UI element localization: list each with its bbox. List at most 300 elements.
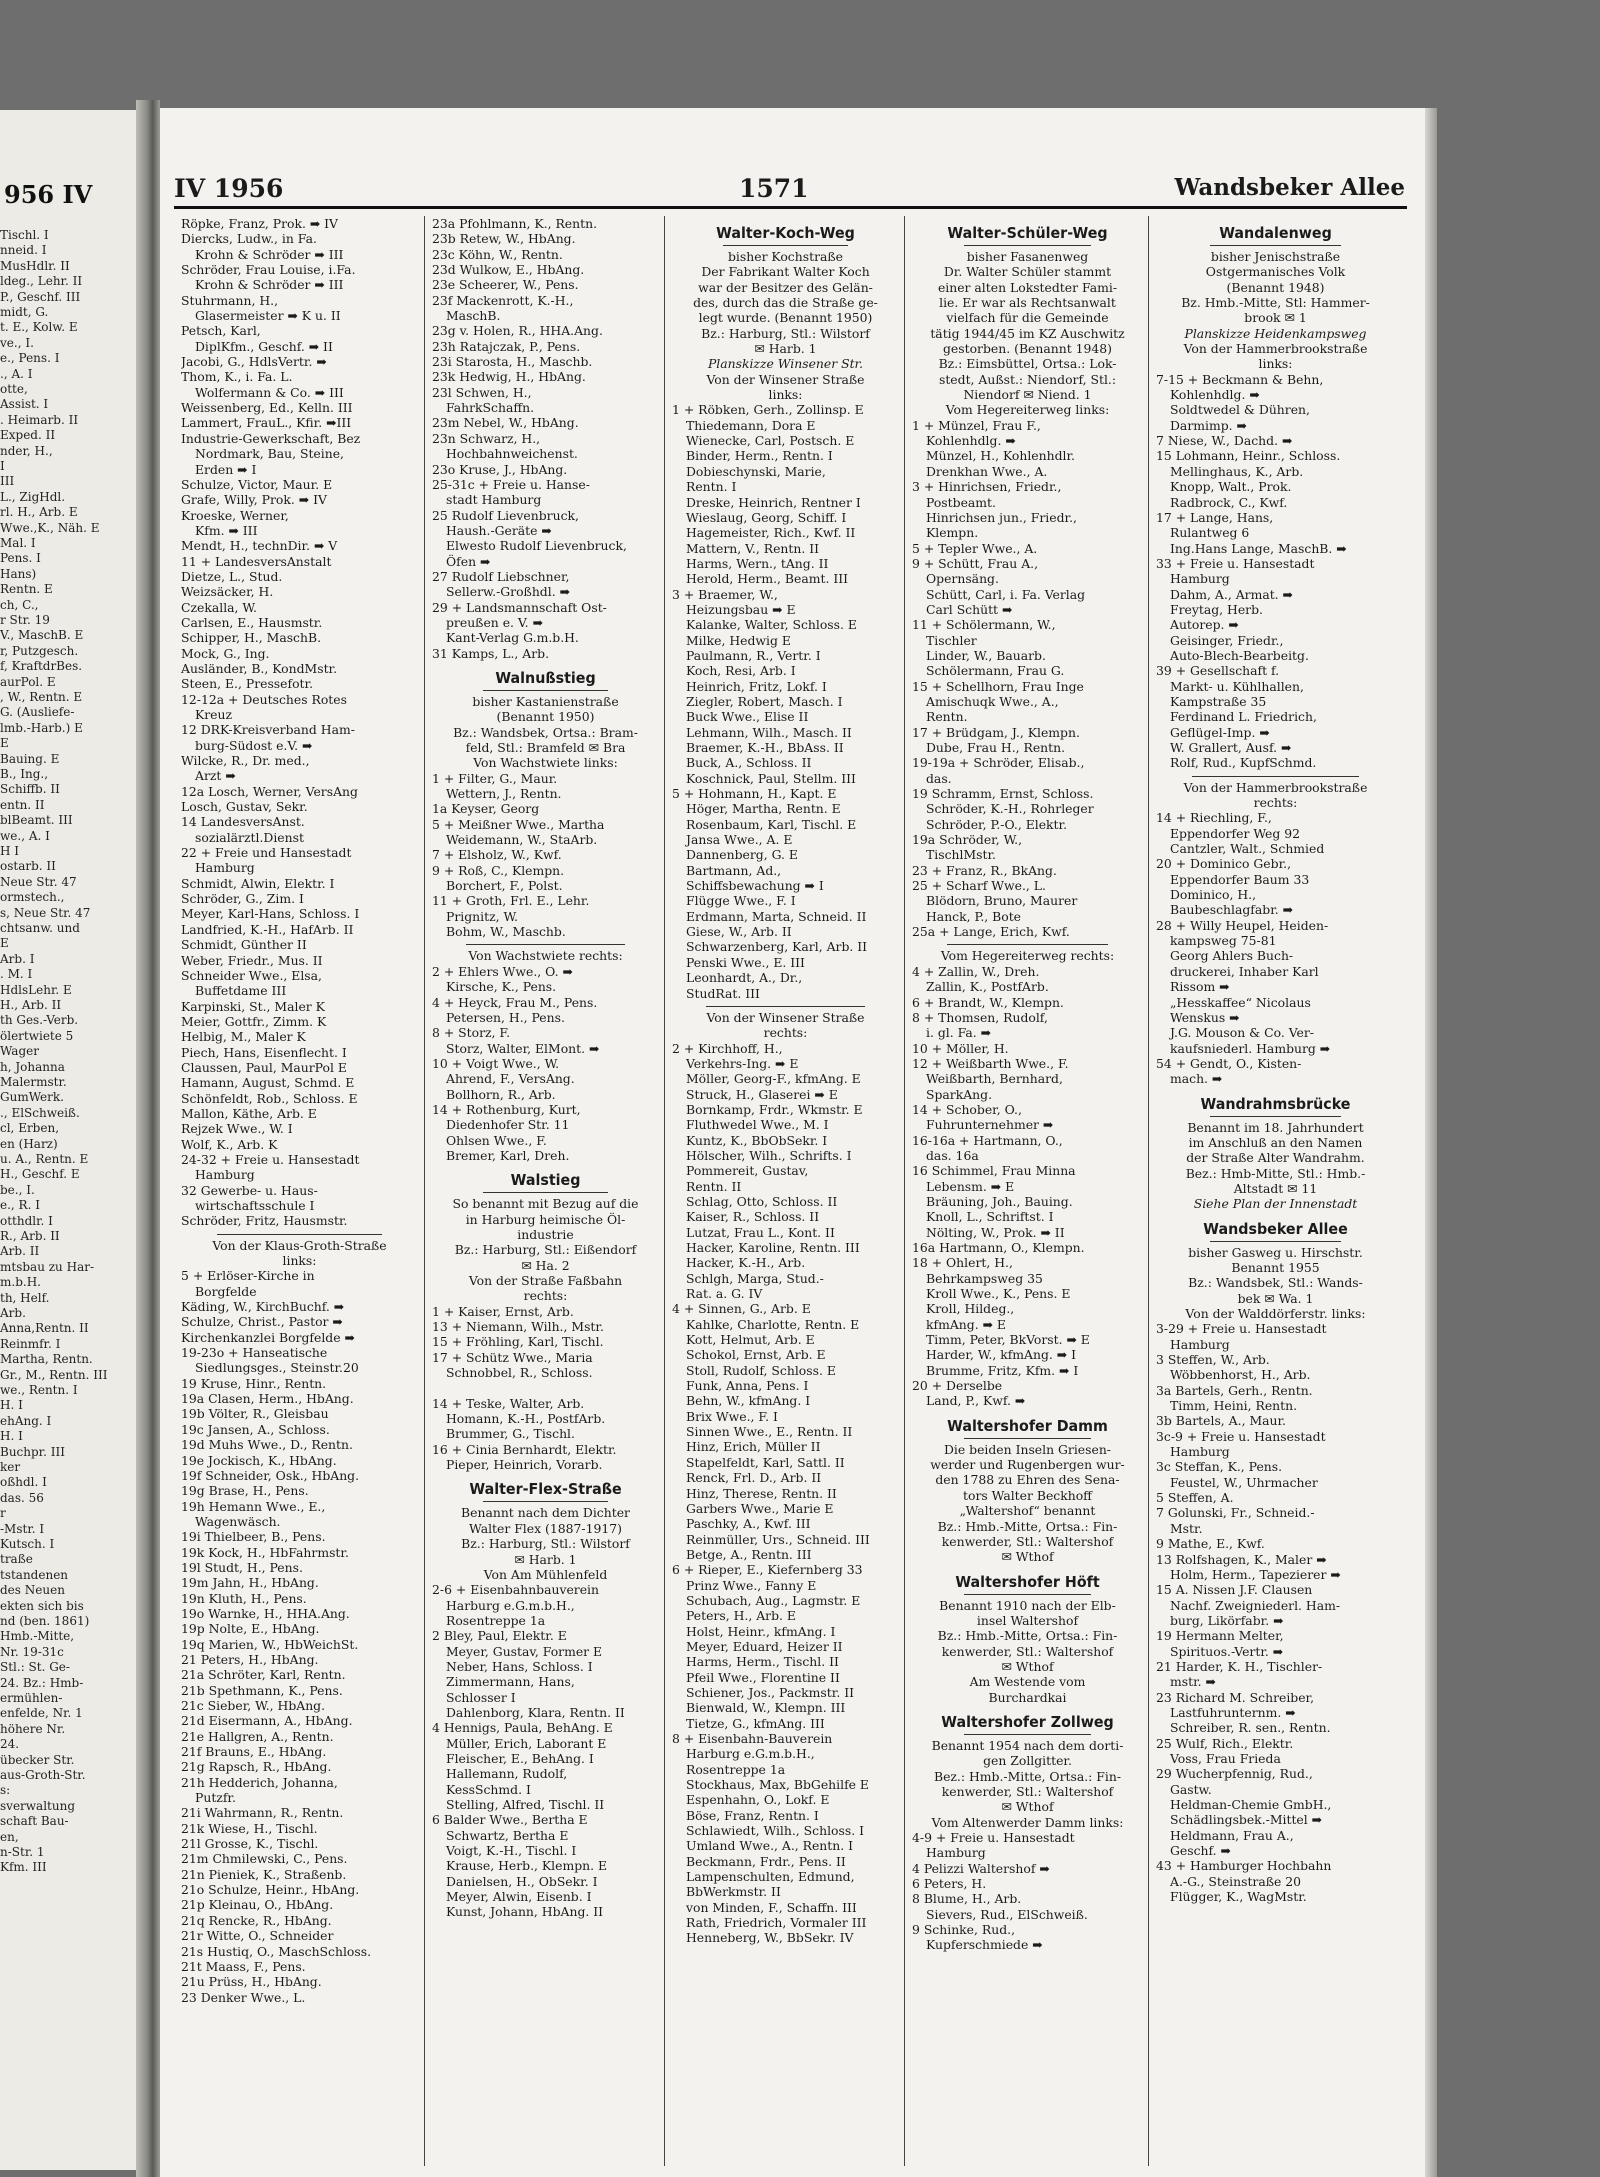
street-info-line: insel Waltershof bbox=[976, 1612, 1079, 1628]
resident-entry: 5 + Meißner Wwe., Martha bbox=[432, 816, 605, 832]
resident-entry: Wienecke, Carl, Postsch. E bbox=[686, 433, 855, 449]
resident-entry: Kroll, Hildeg., bbox=[926, 1301, 1015, 1317]
resident-entry: von Minden, F., Schaffn. III bbox=[686, 1899, 857, 1915]
street-info-line: Bez.: Hmb-Mitte, Stl.: Hmb.- bbox=[1185, 1165, 1366, 1181]
resident-entry: 1a Keyser, Georg bbox=[432, 801, 540, 817]
resident-entry: Garbers Wwe., Marie E bbox=[686, 1500, 834, 1516]
resident-entry: Schröder, G., Zim. I bbox=[181, 891, 304, 907]
resident-entry: 15 + Schellhorn, Frau Inge bbox=[912, 678, 1084, 694]
left-page-line: e., Pens. I bbox=[0, 351, 60, 366]
resident-entry: 19o Warnke, H., HHA.Ang. bbox=[181, 1605, 350, 1621]
resident-entry: DiplKfm., Geschf. ➡ II bbox=[195, 338, 333, 354]
resident-entry: Hochbahnweichenst. bbox=[446, 446, 578, 462]
street-info-line: im Anschluß an den Namen bbox=[1188, 1134, 1363, 1150]
resident-entry: Brix Wwe., F. I bbox=[686, 1408, 778, 1424]
resident-entry: Geflügel-Imp. ➡ bbox=[1170, 724, 1270, 740]
resident-entry: Borchert, F., Polst. bbox=[446, 878, 563, 894]
left-page-line: . Heimarb. II bbox=[0, 412, 79, 427]
street-info-line: bisher Fasanenweg bbox=[966, 249, 1089, 264]
left-page-line: ch, C., bbox=[0, 597, 39, 612]
left-page-line: th Ges.-Verb. bbox=[0, 1013, 79, 1028]
resident-entry: Schönfeldt, Rob., Schloss. E bbox=[181, 1090, 358, 1106]
resident-entry: 21g Rapsch, R., HbAng. bbox=[181, 1759, 332, 1775]
left-page-line: en (Harz) bbox=[0, 1136, 58, 1151]
resident-entry: Kampstraße 35 bbox=[1170, 693, 1267, 709]
section-divider bbox=[217, 1234, 383, 1235]
resident-entry: Mallon, Käthe, Arb. E bbox=[181, 1105, 317, 1121]
resident-entry: 21r Witte, O., Schneider bbox=[181, 1928, 334, 1944]
resident-entry: Voss, Frau Frieda bbox=[1170, 1750, 1281, 1766]
resident-entry: 1 + Kaiser, Ernst, Arb. bbox=[432, 1303, 574, 1319]
resident-entry: Weidemann, W., StaArb. bbox=[446, 832, 598, 848]
column-5 bbox=[1148, 216, 1401, 2166]
resident-entry: Dannenberg, G. E bbox=[686, 847, 798, 863]
resident-entry: 27 Rudolf Liebschner, bbox=[432, 568, 570, 584]
resident-entry: Schröder, Fritz, Hausmstr. bbox=[181, 1213, 348, 1229]
resident-entry: Lampenschulten, Edmund, bbox=[686, 1869, 855, 1885]
resident-entry: Knopp, Walt., Prok. bbox=[1170, 479, 1292, 495]
resident-entry: Prignitz, W. bbox=[446, 908, 518, 924]
resident-entry: Münzel, H., Kohlenhdlr. bbox=[926, 448, 1075, 464]
street-info-line: Bz.: Wandsbek, Stl.: Wands- bbox=[1188, 1275, 1363, 1291]
left-page-line: HdlsLehr. E bbox=[0, 982, 72, 997]
left-page-line: ldeg., Lehr. II bbox=[0, 274, 83, 289]
street-info-line: bisher Gasweg u. Hirschstr. bbox=[1188, 1244, 1363, 1260]
resident-entry: Jansa Wwe., A. E bbox=[686, 832, 793, 848]
left-page-line: nd (ben. 1861) bbox=[0, 1614, 90, 1628]
resident-entry: Pommereit, Gustav, bbox=[686, 1163, 809, 1179]
resident-entry: 2 Bley, Paul, Elektr. E bbox=[432, 1628, 567, 1644]
resident-entry: Zallin, K., PostfArb. bbox=[926, 979, 1049, 995]
street-heading: Walter-Koch-Weg bbox=[716, 224, 855, 242]
resident-entry: 3 Steffen, W., Arb. bbox=[1156, 1352, 1270, 1368]
street-info-line: lie. Er war als Rechtsanwalt bbox=[939, 295, 1116, 311]
left-page-line: Mal. I bbox=[0, 536, 36, 550]
resident-entry: 18 + Ohlert, H., bbox=[912, 1255, 1013, 1271]
resident-entry: 32 Gewerbe- u. Haus- bbox=[181, 1182, 318, 1198]
resident-entry: 19f Schneider, Osk., HbAng. bbox=[181, 1467, 360, 1483]
resident-entry: 23m Nebel, W., HbAng. bbox=[432, 415, 579, 431]
resident-entry: wirtschaftsschule I bbox=[195, 1198, 315, 1213]
street-info-line: Benannt nach dem Dichter bbox=[461, 1505, 630, 1521]
resident-entry: StudRat. III bbox=[686, 985, 760, 1001]
resident-entry: Feustel, W., Uhrmacher bbox=[1170, 1474, 1318, 1490]
left-page-line: GumWerk. bbox=[0, 1090, 64, 1105]
street-info-line: Bz.: Eimsbüttel, Ortsa.: Lok- bbox=[938, 356, 1117, 372]
street-info-line: Von Wachstwiete links: bbox=[473, 755, 618, 771]
resident-entry: Käding, W., KirchBuchf. ➡ bbox=[181, 1299, 345, 1315]
left-page-line: . M. I bbox=[0, 967, 33, 982]
resident-entry: 6 Peters, H. bbox=[912, 1876, 987, 1892]
resident-entry: burg-Südost e.V. ➡ bbox=[195, 737, 313, 753]
resident-entry: 3-29 + Freie u. Hansestadt bbox=[1156, 1321, 1327, 1337]
street-heading: Waltershofer Höft bbox=[955, 1572, 1100, 1591]
resident-entry: Krohn & Schröder ➡ III bbox=[195, 246, 344, 262]
resident-entry: 21h Hedderich, Johanna, bbox=[181, 1774, 338, 1790]
resident-entry: 23f Mackenrott, K.-H., bbox=[432, 292, 574, 308]
street-info-line: Benannt 1954 nach dem dorti- bbox=[931, 1737, 1124, 1753]
resident-entry: 7 Niese, W., Dachd. ➡ bbox=[1156, 433, 1293, 449]
resident-entry: Schröder, K.-H., Rohrleger bbox=[926, 801, 1094, 817]
street-info-line: rechts: bbox=[763, 1025, 808, 1041]
street-info-line: Von der Winsener Straße bbox=[706, 371, 865, 387]
left-page-line: ormstech., bbox=[0, 890, 65, 905]
resident-entry: 21u Prüss, H., HbAng. bbox=[181, 1974, 322, 1990]
left-page-line: Stl.: St. Ge- bbox=[0, 1660, 70, 1675]
resident-entry: Bornkamp, Frdr., Wkmstr. E bbox=[686, 1101, 863, 1117]
left-page-line: H., Geschf. E bbox=[0, 1167, 80, 1182]
resident-entry: Geschf. ➡ bbox=[1170, 1843, 1231, 1859]
left-page-line: Tischl. I bbox=[0, 228, 49, 242]
left-page-line: Arb. I bbox=[0, 951, 35, 966]
left-page-line: 24. bbox=[0, 1737, 20, 1752]
resident-entry: i. gl. Fa. ➡ bbox=[926, 1025, 992, 1041]
left-page-line: otte, bbox=[0, 382, 28, 396]
resident-entry: 23 Denker Wwe., L. bbox=[181, 1989, 306, 2005]
left-page-line: blBeamt. III bbox=[0, 813, 73, 828]
resident-entry: Kalanke, Walter, Schloss. E bbox=[686, 617, 857, 633]
resident-entry: Schulze, Christ., Pastor ➡ bbox=[181, 1314, 343, 1330]
resident-entry: 11 + LandesversAnstalt bbox=[181, 553, 332, 569]
street-heading: Wandalenweg bbox=[1219, 224, 1332, 242]
resident-entry: 3b Bartels, A., Maur. bbox=[1156, 1413, 1286, 1429]
resident-entry: FahrkSchaffn. bbox=[446, 400, 535, 416]
street-info-line: legt wurde. (Benannt 1950) bbox=[698, 310, 873, 326]
resident-entry: Buck Wwe., Elise II bbox=[686, 709, 809, 725]
resident-entry: Bremer, Karl, Dreh. bbox=[446, 1147, 570, 1163]
resident-entry: Petsch, Karl, bbox=[181, 323, 261, 339]
street-info-line: tors Walter Beckhoff bbox=[963, 1487, 1092, 1503]
header-street-name: Wandsbeker Allee bbox=[1174, 174, 1405, 201]
resident-entry: Industrie-Gewerkschaft, Bez bbox=[181, 430, 361, 446]
resident-entry: 1 + Filter, G., Maur. bbox=[432, 770, 558, 786]
section-divider bbox=[1192, 776, 1359, 777]
resident-entry: Mellinghaus, K., Arb. bbox=[1170, 463, 1304, 479]
resident-entry: 13 Rolfshagen, K., Maler ➡ bbox=[1156, 1551, 1327, 1567]
left-page-line: H. I bbox=[0, 1398, 23, 1413]
resident-entry: 21s Hustiq, O., MaschSchloss. bbox=[181, 1943, 372, 1959]
resident-entry: 13 + Niemann, Wilh., Mstr. bbox=[432, 1319, 604, 1335]
street-info-line: links: bbox=[1258, 356, 1293, 372]
left-page-line: be., I. bbox=[0, 1182, 35, 1197]
resident-entry: Kuntz, K., BbObSekr. I bbox=[686, 1132, 828, 1148]
resident-entry: 14 + Riechling, F., bbox=[1156, 810, 1272, 826]
resident-entry: Hallemann, Rudolf, bbox=[446, 1766, 568, 1782]
left-page-line: ker bbox=[0, 1460, 21, 1474]
resident-entry: Eppendorfer Baum 33 bbox=[1170, 871, 1310, 887]
resident-entry: 19k Kock, H., HbFahrmstr. bbox=[181, 1544, 349, 1560]
left-page-line: f, KraftdrBes. bbox=[0, 659, 83, 674]
resident-entry: 19a Schröder, W., bbox=[912, 832, 1023, 848]
resident-entry: Wenskus ➡ bbox=[1170, 1009, 1240, 1025]
resident-entry: Öfen ➡ bbox=[446, 553, 491, 569]
resident-entry: Dominico, H., bbox=[1170, 887, 1257, 903]
heading-underline bbox=[964, 1594, 1091, 1595]
street-info-line: vielfach für die Gemeinde bbox=[946, 310, 1109, 326]
left-page-line: schaft Bau- bbox=[0, 1814, 69, 1829]
street-info-line: bek ✉ Wa. 1 bbox=[1237, 1290, 1314, 1306]
resident-entry: Buck, A., Schloss. II bbox=[686, 755, 812, 771]
left-page-line: Schiffb. II bbox=[0, 782, 60, 797]
street-info-line: Von der Walddörferstr. links: bbox=[1185, 1306, 1366, 1321]
resident-entry: Kroeske, Werner, bbox=[181, 507, 289, 523]
left-page-line: H I bbox=[0, 844, 20, 858]
resident-entry: Schulze, Victor, Maur. E bbox=[181, 476, 333, 492]
street-info-line: tätig 1944/45 im KZ Auschwitz bbox=[930, 325, 1125, 341]
resident-entry: Hamburg bbox=[1170, 1444, 1230, 1460]
street-info-line: in Harburg heimische Öl- bbox=[465, 1211, 626, 1227]
left-page-line: Gr., M., Rentn. III bbox=[0, 1367, 108, 1382]
resident-entry: Stelling, Alfred, Tischl. II bbox=[446, 1797, 605, 1812]
resident-entry: kfmAng. ➡ E bbox=[926, 1316, 1006, 1332]
left-page-line: s: bbox=[0, 1783, 11, 1798]
resident-entry: Hagemeister, Rich., Kwf. II bbox=[686, 525, 856, 541]
resident-entry: Weissenberg, Ed., Kelln. III bbox=[181, 400, 353, 416]
left-page-line: Wwe.,K., Näh. E bbox=[0, 520, 100, 535]
resident-entry: sozialärztl.Dienst bbox=[195, 829, 304, 845]
resident-entry: Schädlingsbek.-Mittel ➡ bbox=[1170, 1812, 1323, 1828]
resident-entry: stadt Hamburg bbox=[446, 492, 542, 508]
resident-entry: 21n Pieniek, K., Straßenb. bbox=[181, 1866, 347, 1882]
resident-entry: Carl Schütt ➡ bbox=[926, 601, 1013, 617]
resident-entry: Dietze, L., Stud. bbox=[181, 568, 283, 584]
resident-entry: 6 Balder Wwe., Bertha E bbox=[432, 1812, 588, 1828]
resident-entry: Wöbbenhorst, H., Arb. bbox=[1170, 1367, 1311, 1383]
resident-entry: Schlawiedt, Wilh., Schloss. I bbox=[686, 1823, 865, 1839]
resident-entry: Rentn. II bbox=[686, 1178, 742, 1194]
resident-entry: 10 + Voigt Wwe., W. bbox=[432, 1055, 560, 1071]
left-page-line: we., Rentn. I bbox=[0, 1383, 78, 1397]
street-info-line: Planskizze Winsener Str. bbox=[707, 356, 864, 372]
resident-entry: 21 Harder, K. H., Tischler- bbox=[1156, 1658, 1323, 1674]
resident-entry: 23b Retew, W., HbAng. bbox=[432, 231, 576, 247]
street-info-line: den 1788 zu Ehren des Sena- bbox=[935, 1472, 1120, 1488]
resident-entry: Heldmann, Frau A., bbox=[1170, 1827, 1294, 1843]
resident-entry: Stuhrmann, H., bbox=[181, 292, 279, 308]
resident-entry: Meier, Gottfr., Zimm. K bbox=[181, 1013, 327, 1029]
left-page-line: nder, H., bbox=[0, 443, 53, 458]
left-page-line: Arb. bbox=[0, 1306, 26, 1320]
street-info-line: Von der Winsener Straße bbox=[706, 1009, 865, 1025]
resident-entry: 8 + Thomsen, Rudolf, bbox=[912, 1009, 1048, 1025]
resident-entry: Meyer, Eduard, Heizer II bbox=[686, 1638, 843, 1654]
left-page-line: ölertwiete 5 bbox=[0, 1028, 74, 1043]
resident-entry: 14 + Teske, Walter, Arb. bbox=[432, 1395, 585, 1411]
resident-entry: 21o Schulze, Heinr., HbAng. bbox=[181, 1882, 360, 1898]
street-info-line: feld, Stl.: Bramfeld ✉ Bra bbox=[465, 740, 626, 755]
resident-entry: Hanck, P., Bote bbox=[926, 908, 1022, 924]
left-page-line: Arb. II bbox=[0, 1244, 40, 1259]
street-info-line: bisher Kastanienstraße bbox=[472, 693, 619, 709]
resident-entry: Schokol, Ernst, Arb. E bbox=[686, 1347, 826, 1363]
resident-entry: Kirsche, K., Pens. bbox=[446, 979, 557, 995]
left-page-line: ve., I. bbox=[0, 335, 34, 350]
resident-entry: Meyer, Alwin, Eisenb. I bbox=[446, 1889, 592, 1905]
left-page-line: Hmb.-Mitte, bbox=[0, 1629, 75, 1644]
resident-entry: 19q Marien, W., HbWeichSt. bbox=[181, 1636, 359, 1652]
resident-entry: Hinrichsen jun., Friedr., bbox=[926, 509, 1077, 525]
resident-entry: Kunst, Johann, HbAng. II bbox=[446, 1904, 604, 1920]
resident-entry: 5 + Erlöser-Kirche in bbox=[181, 1268, 315, 1284]
resident-entry: 16 + Cinia Bernhardt, Elektr. bbox=[432, 1441, 617, 1457]
street-info-line: links: bbox=[282, 1253, 317, 1269]
resident-entry: Herold, Herm., Beamt. III bbox=[686, 571, 849, 587]
page-edge bbox=[1425, 108, 1437, 2177]
resident-entry: 19 Schramm, Ernst, Schloss. bbox=[912, 786, 1094, 802]
resident-entry: Schölermann, Frau G. bbox=[926, 663, 1065, 679]
resident-entry: Zimmermann, Hans, bbox=[446, 1674, 575, 1690]
resident-entry: Petersen, H., Pens. bbox=[446, 1009, 565, 1025]
page-number: 1571 bbox=[739, 174, 809, 203]
street-info-line: gen Zollgitter. bbox=[983, 1753, 1072, 1769]
street-info-line: Planskizze Heidenkampsweg bbox=[1184, 325, 1367, 341]
resident-entry: 4 Pelizzi Waltershof ➡ bbox=[912, 1860, 1050, 1876]
resident-entry: 23l Schwen, H., bbox=[432, 384, 532, 400]
resident-entry: 21e Hallgren, A., Rentn. bbox=[181, 1728, 334, 1744]
street-info-line: war der Besitzer des Gelän- bbox=[698, 279, 873, 295]
street-info-line: Bz.: Harburg, Stl.: Eißendorf bbox=[454, 1242, 637, 1258]
left-page-line: n-Str. 1 bbox=[0, 1845, 45, 1859]
street-heading: Walter-Flex-Straße bbox=[469, 1480, 622, 1499]
section-divider bbox=[466, 944, 625, 945]
street-info-line: ✉ Wthof bbox=[1001, 1799, 1054, 1815]
resident-entry: 9 Schinke, Rud., bbox=[912, 1922, 1016, 1938]
resident-entry: Rosentreppe 1a bbox=[686, 1761, 786, 1777]
resident-entry: 8 + Storz, F. bbox=[432, 1025, 511, 1041]
left-page-line: L., ZigHdl. bbox=[0, 489, 66, 504]
resident-entry: Rissom ➡ bbox=[1170, 979, 1230, 995]
resident-entry bbox=[432, 1380, 659, 1395]
street-info-line: kenwerder, Stl.: Waltershof bbox=[941, 1643, 1114, 1659]
resident-entry: 19c Jansen, A., Schloss. bbox=[181, 1421, 330, 1437]
street-info-line: kenwerder, Stl.: Waltershof bbox=[941, 1533, 1114, 1549]
resident-entry: 11 + Groth, Frl. E., Lehr. bbox=[432, 893, 590, 909]
resident-entry: 21k Wiese, H., Tischl. bbox=[181, 1820, 318, 1836]
resident-entry: Tietze, G., kfmAng. III bbox=[686, 1715, 825, 1731]
left-page-line: oßhdl. I bbox=[0, 1475, 47, 1490]
street-info-line: Bz.: Harburg, Stl.: Wilstorf bbox=[461, 1536, 630, 1552]
resident-entry: Lammert, FrauL., Kfir. ➡III bbox=[181, 415, 352, 431]
resident-entry: Autorep. ➡ bbox=[1170, 617, 1239, 633]
resident-entry: Wettern, J., Rentn. bbox=[446, 786, 562, 802]
resident-entry: 11 + Schölermann, W., bbox=[912, 617, 1056, 633]
resident-entry: 4 + Heyck, Frau M., Pens. bbox=[432, 994, 598, 1010]
street-info-line: Vom Hegereiterweg rechts: bbox=[940, 948, 1115, 964]
street-info-line: brook ✉ 1 bbox=[1244, 310, 1307, 326]
resident-entry: Bartmann, Ad., bbox=[686, 862, 782, 878]
resident-entry: 20 + Derselbe bbox=[912, 1378, 1003, 1394]
resident-entry: Höger, Martha, Rentn. E bbox=[686, 801, 841, 817]
resident-entry: Carlsen, E., Hausmstr. bbox=[181, 614, 323, 630]
street-info-line: Von der Hammerbrookstraße bbox=[1183, 779, 1368, 795]
street-info-line: stedt, Außst.: Niendorf, Stl.: bbox=[938, 371, 1117, 387]
column-3 bbox=[664, 216, 905, 2166]
resident-entry: 19m Jahn, H., HbAng. bbox=[181, 1575, 319, 1591]
street-info-line: kenwerder, Stl.: Waltershof bbox=[941, 1783, 1114, 1799]
resident-entry: Harder, W., kfmAng. ➡ I bbox=[926, 1347, 1076, 1363]
resident-entry: 17 + Schütz Wwe., Maria bbox=[432, 1349, 593, 1365]
left-page-line: ekten sich bis bbox=[0, 1598, 84, 1613]
resident-entry: 14 LandesversAnst. bbox=[181, 814, 305, 830]
resident-entry: Brumme, Fritz, Kfm. ➡ I bbox=[926, 1362, 1079, 1378]
resident-entry: Bienwald, W., Klempn. III bbox=[686, 1700, 846, 1716]
section-divider bbox=[947, 944, 1109, 945]
left-page-line: Wager bbox=[0, 1044, 39, 1059]
resident-entry: Land, P., Kwf. ➡ bbox=[926, 1393, 1026, 1409]
resident-entry: 19-19a + Schröder, Elisab., bbox=[912, 755, 1085, 771]
left-page-line: B., Ing., bbox=[0, 767, 49, 781]
street-info-line: werder und Rugenbergen wur- bbox=[930, 1457, 1125, 1473]
resident-entry: Sievers, Rud., ElSchweiß. bbox=[926, 1906, 1088, 1922]
street-info-line: rechts: bbox=[1253, 795, 1298, 811]
heading-underline bbox=[1210, 245, 1341, 246]
resident-entry: Schütt, Carl, i. Fa. Verlag bbox=[926, 586, 1086, 602]
resident-entry: Holst, Heinr., kfmAng. I bbox=[686, 1623, 836, 1639]
resident-entry: Behn, W., kfmAng. I bbox=[686, 1393, 811, 1409]
resident-entry: 19p Nolte, E., HbAng. bbox=[181, 1621, 320, 1637]
resident-entry: 21 Peters, H., HbAng. bbox=[181, 1651, 319, 1667]
resident-entry: 19n Kluth, H., Pens. bbox=[181, 1590, 307, 1606]
resident-entry: Dobieschynski, Marie, bbox=[686, 463, 826, 479]
resident-entry: Schnobbel, R., Schloss. bbox=[446, 1365, 593, 1381]
resident-entry: Rentn. bbox=[926, 709, 968, 725]
resident-entry: Blödorn, Bruno, Maurer bbox=[926, 893, 1078, 909]
resident-entry: 33 + Freie u. Hansestadt bbox=[1156, 555, 1315, 571]
street-info-line: Niendorf ✉ Niend. 1 bbox=[963, 387, 1092, 403]
resident-entry: 25-31c + Freie u. Hanse- bbox=[432, 476, 590, 492]
resident-entry: Danielsen, H., ObSekr. I bbox=[446, 1873, 598, 1889]
resident-entry: TischlMstr. bbox=[926, 847, 996, 863]
resident-entry: Bollhorn, R., Arb. bbox=[446, 1086, 556, 1102]
resident-entry: J.G. Mouson & Co. Ver- bbox=[1170, 1025, 1314, 1041]
resident-entry: Hamburg bbox=[1170, 571, 1230, 587]
resident-entry: Hamann, August, Schmd. E bbox=[181, 1075, 355, 1091]
resident-entry: Ing.Hans Lange, MaschB. ➡ bbox=[1170, 540, 1347, 556]
left-page-line: chtsanw. und bbox=[0, 921, 80, 935]
resident-entry: 23c Köhn, W., Rentn. bbox=[432, 246, 563, 262]
left-page-line: 24. Bz.: Hmb- bbox=[0, 1675, 84, 1690]
resident-entry: Stockhaus, Max, BbGehilfe E bbox=[686, 1777, 869, 1793]
street-info-line: ✉ Ha. 2 bbox=[521, 1257, 570, 1273]
left-page-line: Hans) bbox=[0, 566, 37, 581]
street-info-line: Von Wachstwiete rechts: bbox=[468, 948, 623, 964]
resident-entry: Eppendorfer Weg 92 bbox=[1170, 825, 1301, 841]
street-info-line: industrie bbox=[517, 1226, 574, 1242]
resident-entry: 12 DRK-Kreisverband Ham- bbox=[181, 722, 355, 738]
resident-entry: Verkehrs-Ing. ➡ E bbox=[686, 1055, 799, 1071]
left-page-line: midt, G. bbox=[0, 305, 49, 319]
street-info-line: Benannt 1955 bbox=[1231, 1259, 1320, 1275]
resident-entry: 25a + Lange, Erich, Kwf. bbox=[912, 924, 1070, 940]
resident-entry: Wieslaug, Georg, Schiff. I bbox=[686, 509, 847, 525]
resident-entry: 15 Lohmann, Heinr., Schloss. bbox=[1156, 448, 1341, 464]
resident-entry: 17 + Brüdgam, J., Klempn. bbox=[912, 724, 1080, 740]
resident-entry: Behrkampsweg 35 bbox=[926, 1270, 1043, 1286]
street-info-line: ✉ Harb. 1 bbox=[514, 1551, 577, 1567]
street-heading: Wandsbeker Allee bbox=[1203, 1219, 1348, 1238]
left-page-line: Martha, Rentn. bbox=[0, 1352, 93, 1367]
resident-entry: Hamburg bbox=[926, 1845, 986, 1861]
heading-underline bbox=[964, 245, 1091, 246]
resident-entry: Paulmann, R., Vertr. I bbox=[686, 647, 821, 663]
street-info-line: ✉ Wthof bbox=[1001, 1658, 1054, 1674]
heading-underline bbox=[964, 1734, 1091, 1735]
resident-entry: Sellerw.-Großhdl. ➡ bbox=[446, 584, 570, 600]
left-page-line: R., Arb. II bbox=[0, 1229, 60, 1243]
resident-entry: Kott, Helmut, Arb. E bbox=[686, 1332, 815, 1348]
left-page-line: E bbox=[0, 736, 9, 751]
resident-entry: Auto-Blech-Bearbeitg. bbox=[1170, 647, 1309, 663]
